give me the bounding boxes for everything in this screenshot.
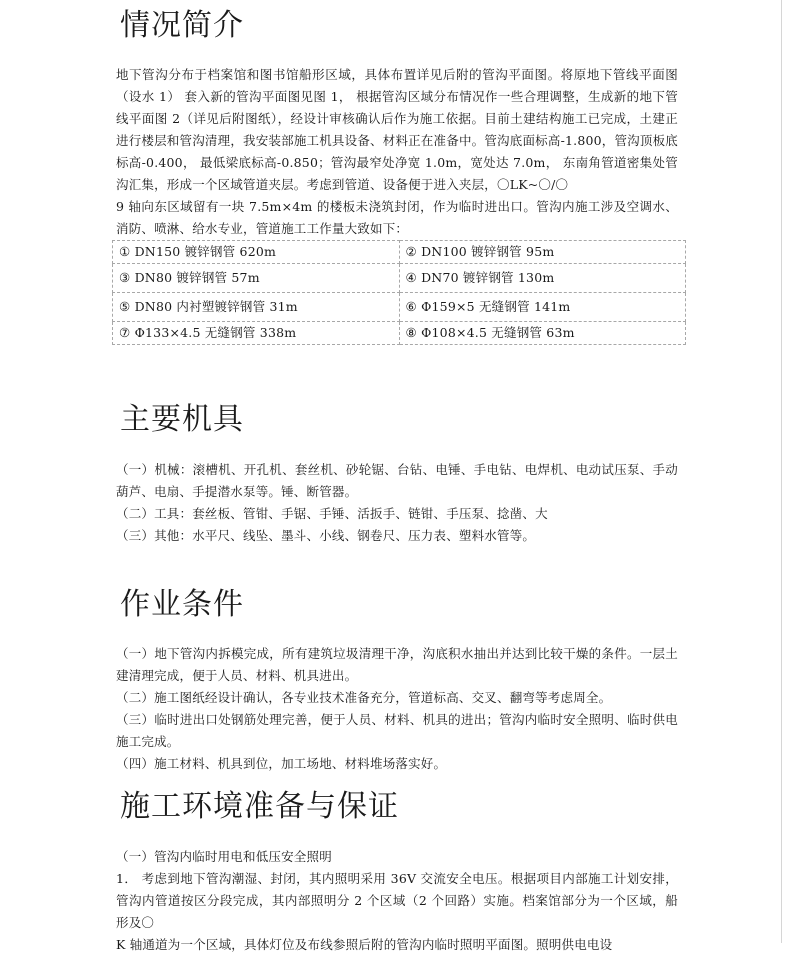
list-item: 1． 考虑到地下管沟潮湿、封闭，其内照明采用 36V 交流安全电压。根据项目内部施工计划安排，管沟内管道按区分段完成，其内部照明分 2 个区域（2 个回路）实施。档案馆部分为一个区域，船形及〇 [116, 871, 678, 930]
list-item: （一）机械：滚槽机、开孔机、套丝机、砂轮锯、台钻、电锤、手电钻、电焊机、电动试压泵、手动葫芦、电扇、手提潜水泵等。锤、断管器。 [116, 462, 678, 499]
section-body-conditions [116, 643, 678, 775]
paragraph: 9 轴向东区域留有一块 7.5m×4m 的楼板未浇筑封闭，作为临时进出口。管沟内施工涉及空调水、消防、喷淋、给水专业，管道施工工作量大致如下： [116, 199, 678, 236]
section-title-conditions: 作业条件 [120, 587, 244, 622]
list-item: （二）施工图纸经设计确认，各专业技术准备充分，管道标高、交叉、翻弯等考虑周全。 [116, 690, 612, 705]
table-cell: ④ DN70 镀锌钢管 130m [399, 264, 686, 293]
section-title-equipment: 主要机具 [120, 402, 244, 437]
section-body-equipment [116, 459, 678, 547]
section-body-overview [116, 64, 678, 345]
table-row [113, 241, 686, 264]
table-cell: ⑧ Φ108×4.5 无缝钢管 63m [399, 322, 686, 345]
paragraph: 地下管沟分布于档案馆和图书馆船形区域，具体布置详见后附的管沟平面图。将原地下管线平面图（设水 1） 套入新的管沟平面图见图 1， 根据管沟区域分布情况作一些合理调整，生成新的地下管线平面图 2（详见后附图纸），经设计审核确认后作为施工依据。目前土建结构施工已完成，土建正进行楼层和管沟清理，我安装部施工机具设备、材料正在准备中。管沟底面标高-1.800，管沟顶板底标高-0.400， 最低梁底标高-0.850；管沟最窄处净宽 1.0m，宽处达 7.0m， 东南角管道密集处管沟汇集，形成一个区域管道夹层。考虑到管道、设备便于进入夹层，〇LK~〇/〇 [116, 67, 678, 192]
list-item: （一）地下管沟内拆模完成，所有建筑垃圾清理干净，沟底积水抽出并达到比较干燥的条件。一层土建清理完成，便于人员、材料、机具进出。 [116, 646, 678, 683]
workload-table [112, 240, 686, 345]
table-row [113, 322, 686, 345]
table-cell: ② DN100 镀锌钢管 95m [399, 241, 686, 264]
list-item: （二）工具：套丝板、管钳、手锯、手锤、活扳手、链钳、手压泵、捻凿、大 [116, 506, 548, 521]
section-title-environment: 施工环境准备与保证 [120, 789, 399, 824]
list-item: （四）施工材料、机具到位，加工场地、材料堆场落实好。 [116, 756, 447, 771]
table-row [113, 264, 686, 293]
table-cell: ① DN150 镀锌钢管 620m [113, 241, 400, 264]
table-cell: ⑥ Φ159×5 无缝钢管 141m [399, 293, 686, 322]
list-item: （三）其他：水平尺、线坠、墨斗、小线、钢卷尺、压力表、塑料水管等。 [116, 528, 536, 543]
table-cell: ⑦ Φ133×4.5 无缝钢管 338m [113, 322, 400, 345]
list-item: K 轴通道为一个区域，具体灯位及布线参照后附的管沟内临时照明平面图。照明供电电设 [116, 937, 613, 952]
table-cell: ⑤ DN80 内衬塑镀锌钢管 31m [113, 293, 400, 322]
list-item: （一）管沟内临时用电和低压安全照明 [116, 849, 332, 864]
table-cell: ③ DN80 镀锌钢管 57m [113, 264, 400, 293]
list-item: （三）临时进出口处钢筋处理完善，便于人员、材料、机具的进出；管沟内临时安全照明、临时供电施工完成。 [116, 712, 678, 749]
page-edge-rule [781, 0, 782, 943]
section-body-environment [116, 846, 678, 956]
section-title-overview: 情况简介 [120, 8, 244, 43]
table-row [113, 293, 686, 322]
